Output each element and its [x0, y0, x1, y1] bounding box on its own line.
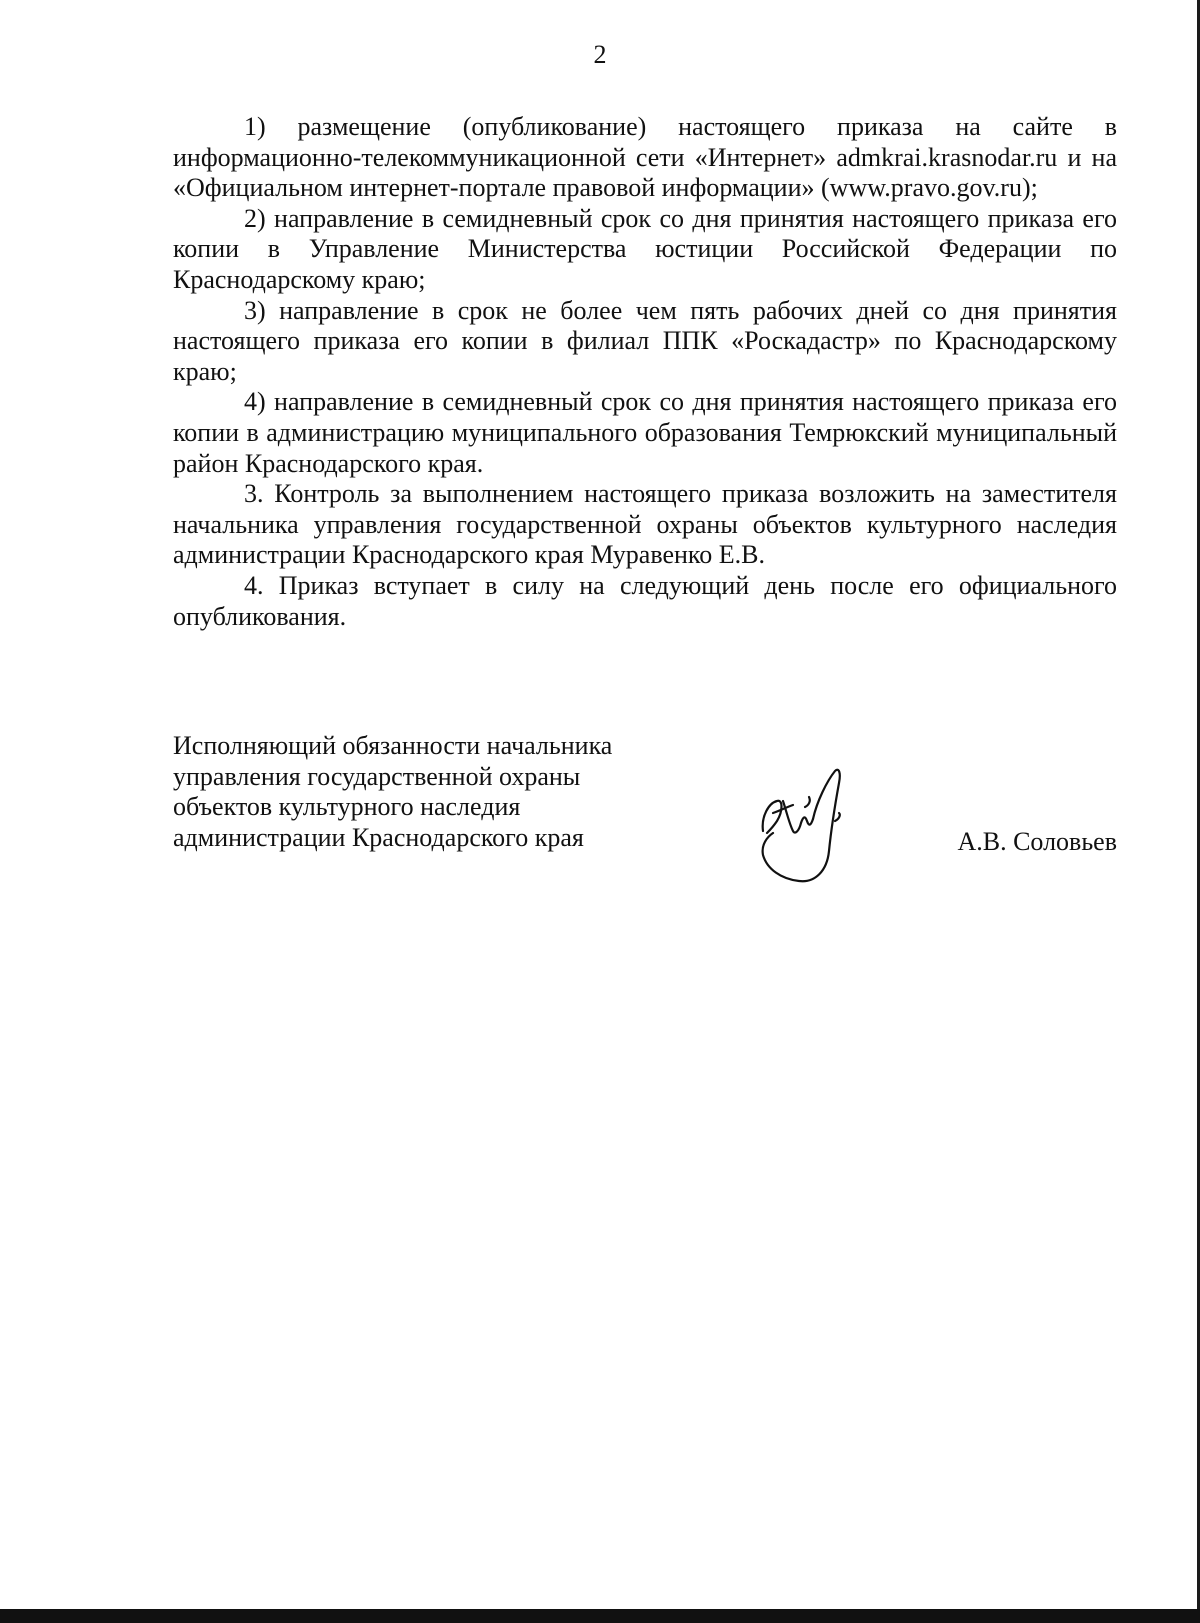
paragraph-entry-into-force: 4. Приказ вступает в силу на следующий день после его официального опубликования.	[173, 570, 1117, 631]
paragraph-publication: 1) размещение (опубликование) настоящего приказа на сайте в информационно-телекоммуникационной сети «Интернет» admkrai.krasnodar.ru и на «Официальном интернет-портале правовой информации» (www.pravo.gov.ru);	[173, 112, 1117, 203]
signer-name: А.В. Соловьев	[957, 827, 1117, 856]
paragraph-municipal-administration: 4) направление в семидневный срок со дня принятия настоящего приказа его копии в администрацию муниципального образования Темрюкский муниципальный район Краснодарского края.	[173, 387, 1117, 478]
signature-block	[173, 731, 1117, 881]
order-body	[173, 112, 1117, 632]
paragraph-control: 3. Контроль за выполнением настоящего приказа возложить на заместителя начальника управления государственной охраны объектов культурного наследия администрации Краснодарского края Муравенко Е.В.	[173, 479, 1117, 570]
signer-title	[173, 731, 693, 853]
paragraph-roskadastr: 3) направление в срок не более чем пять рабочих дней со дня принятия настоящего приказа его копии в филиал ППК «Роскадастр» по Краснодарскому краю;	[173, 295, 1117, 386]
signer-title-line: Исполняющий обязанности начальника	[173, 731, 613, 760]
handwritten-signature	[743, 761, 863, 886]
signer-title-line: управления государственной охраны	[173, 761, 581, 791]
paragraph-ministry-of-justice: 2) направление в семидневный срок со дня принятия настоящего приказа его копии в Управление Министерства юстиции Российской Федерации по Краснодарскому краю;	[173, 203, 1117, 294]
page-number: 2	[593, 40, 607, 69]
signer-title-line: объектов культурного наследия	[173, 792, 521, 821]
scan-edge-bottom	[0, 1609, 1200, 1623]
signer-title-line: администрации Краснодарского края	[173, 822, 584, 852]
